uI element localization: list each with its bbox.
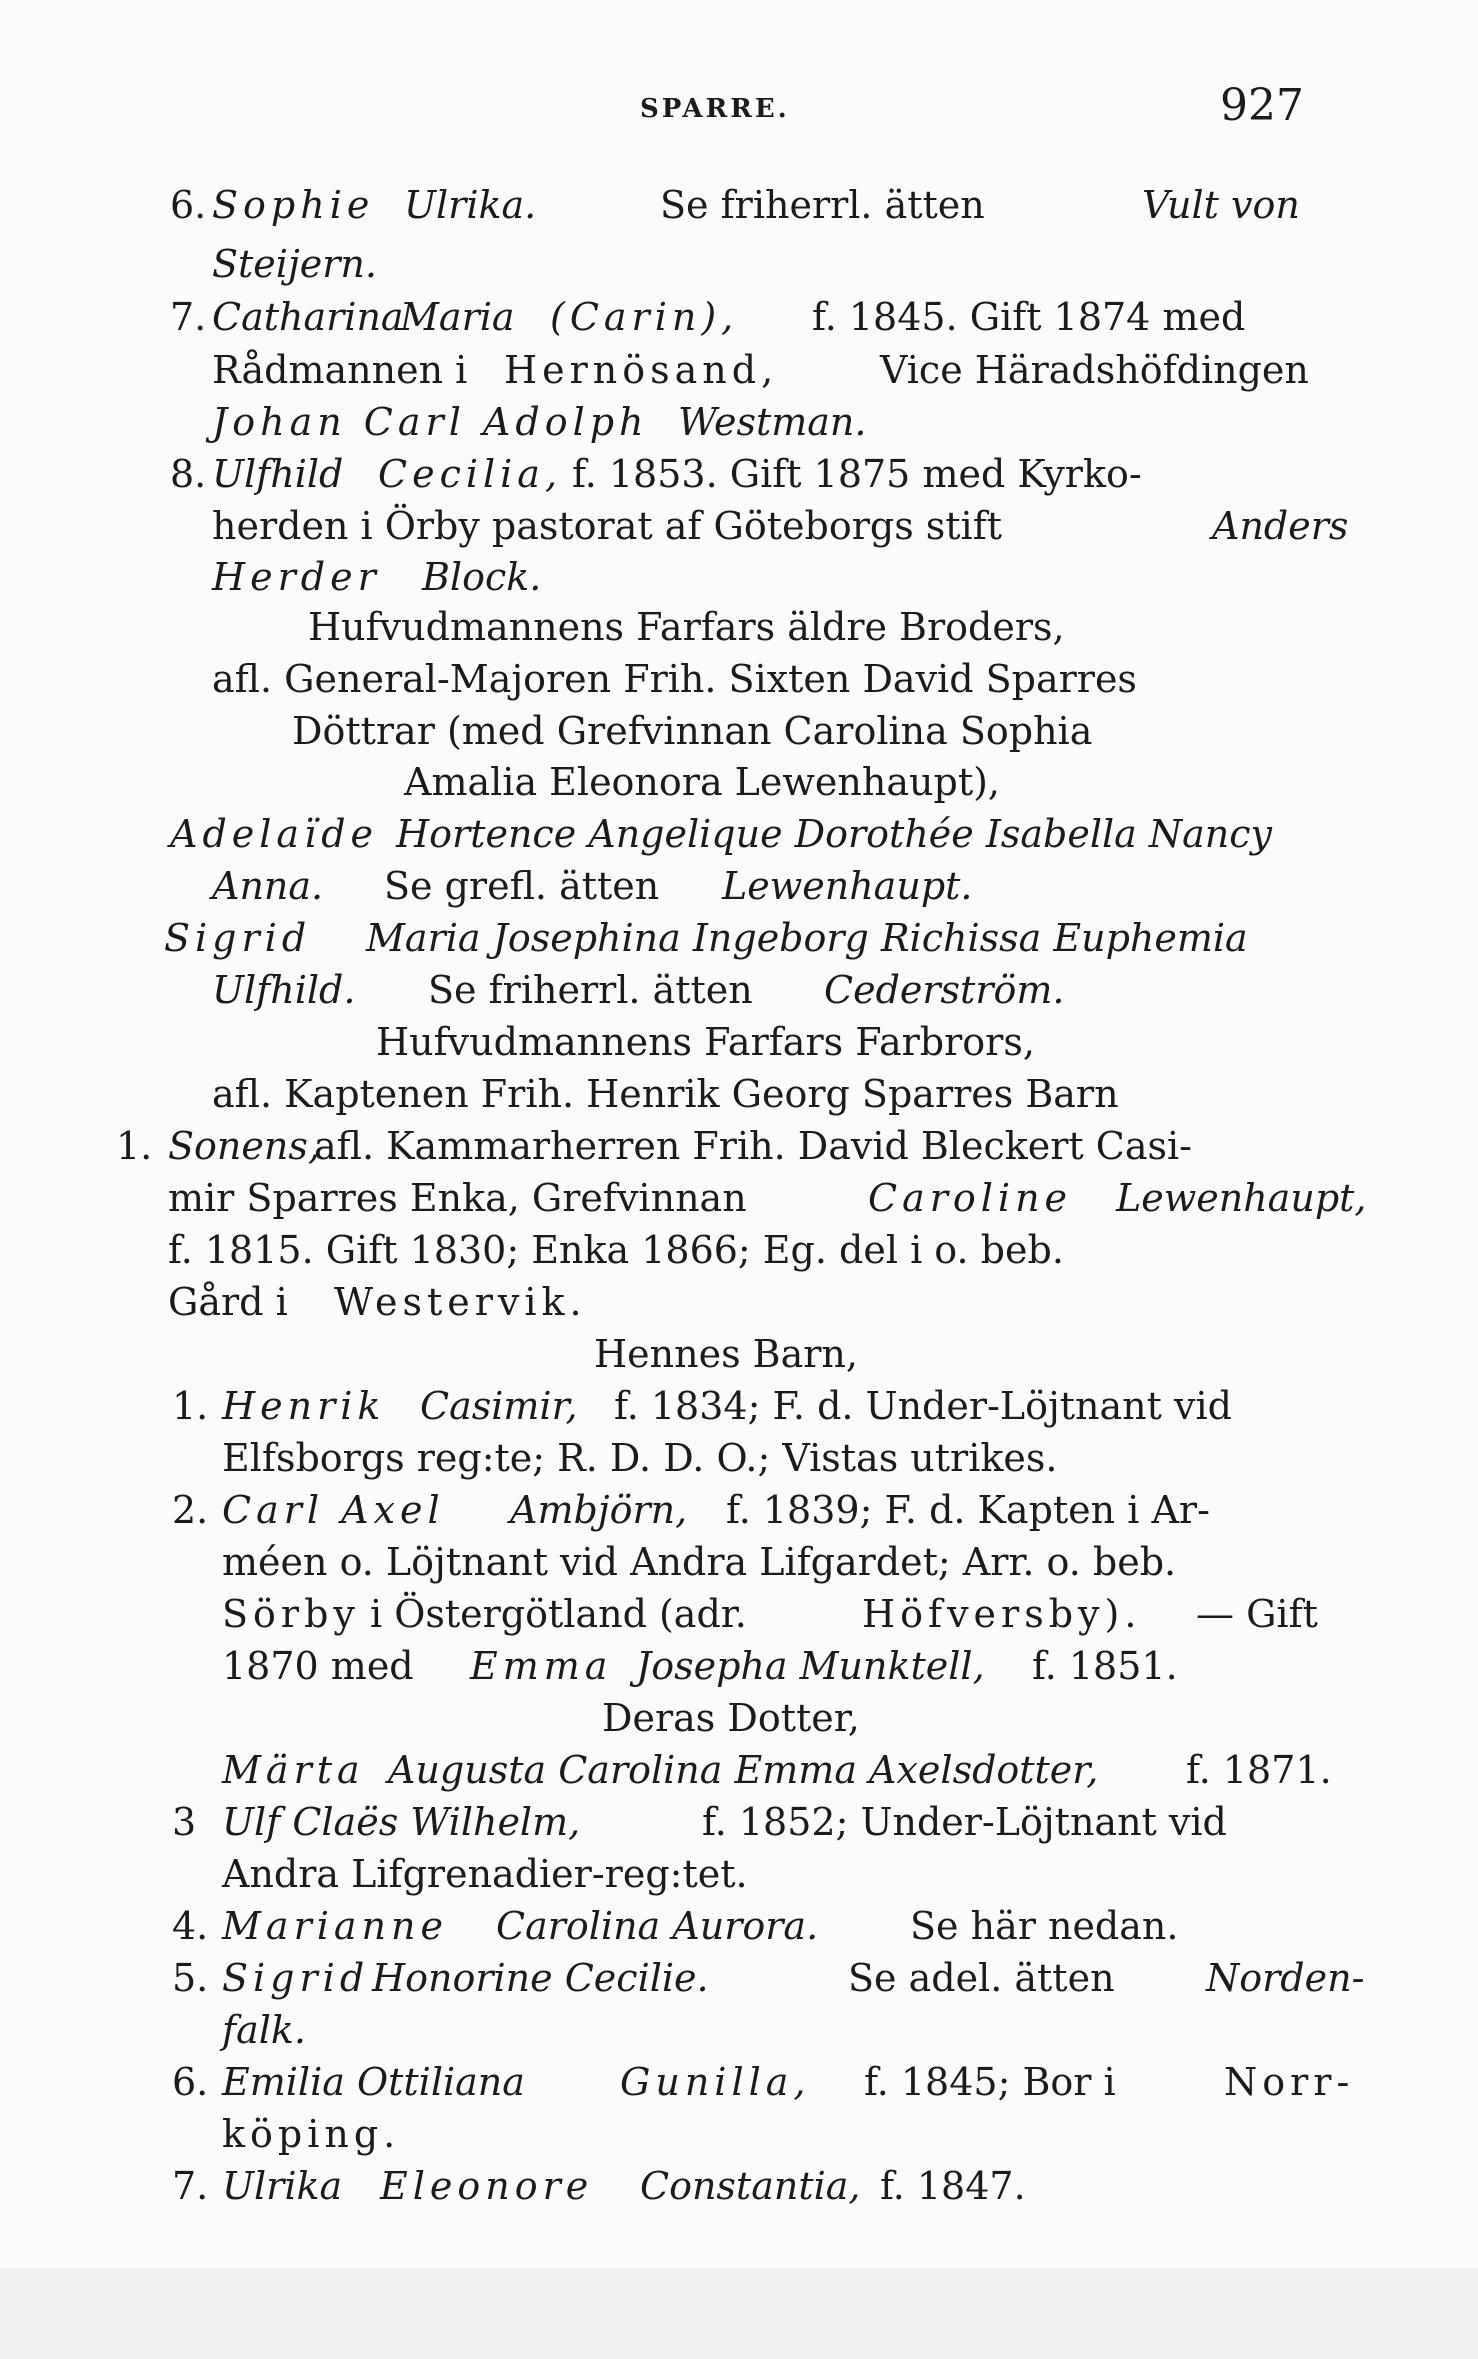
text-line — [0, 2110, 1478, 2158]
person-name: Ulrika — [222, 2164, 343, 2208]
text-span: f. 1851. — [1032, 1644, 1178, 1688]
place-name: köping. — [222, 2112, 401, 2156]
text-line — [0, 553, 1478, 601]
text-span: Cederström. — [824, 968, 1065, 1012]
text-line — [0, 2006, 1478, 2054]
text-line — [0, 2162, 1478, 2210]
text-line — [0, 1226, 1478, 1274]
text-span: afl. General-Majoren Frih. Sixten David Sparres — [212, 657, 1137, 701]
person-name: Gunilla, — [620, 2060, 811, 2104]
text-span: — Gift — [1196, 1592, 1318, 1636]
entry-number: 4. — [172, 1904, 209, 1948]
text-line — [0, 1694, 1478, 1742]
person-name: Catharina — [212, 295, 404, 339]
person-name: Carl Axel — [222, 1488, 445, 1532]
text-line — [0, 1278, 1478, 1326]
text-line — [0, 1746, 1478, 1794]
text-line — [0, 1174, 1478, 1222]
text-line — [0, 1954, 1478, 2002]
place-name: Sörby — [222, 1592, 360, 1636]
text-span: Amalia Eleonora Lewenhaupt), — [404, 760, 1000, 804]
text-span: falk. — [222, 2008, 306, 2052]
text-span: f. 1871. — [1186, 1748, 1332, 1792]
text-line — [0, 914, 1478, 962]
person-name: Sigrid — [164, 916, 312, 960]
person-name: Honorine Cecilie. — [372, 1956, 709, 2000]
person-name: (Carin), — [550, 295, 739, 339]
person-name: Märta — [222, 1748, 365, 1792]
person-name: Maria Josephina Ingeborg Richissa Euphemia — [366, 916, 1248, 960]
person-name: Hortence Angelique Dorothée Isabella Nancy — [396, 812, 1273, 856]
entry-number: 5. — [172, 1956, 209, 2000]
person-name: Lewenhaupt, — [1116, 1176, 1367, 1220]
text-span: Steijern. — [212, 242, 377, 286]
text-line — [0, 862, 1478, 910]
text-line — [0, 398, 1478, 446]
entry-number: 1. — [172, 1384, 209, 1428]
person-name: Ulfhild — [212, 452, 344, 496]
text-line — [0, 1382, 1478, 1430]
text-span: Se här nedan. — [910, 1904, 1179, 1948]
text-span: Vult von — [1142, 183, 1300, 227]
text-span: f. 1839; F. d. Kapten i Ar- — [726, 1488, 1210, 1532]
text-span: f. 1845. Gift 1874 med — [812, 295, 1246, 339]
entry-number: 7. — [172, 2164, 209, 2208]
entry-number: 2. — [172, 1488, 209, 1532]
text-span: Vice Häradshöfdingen — [880, 348, 1309, 392]
text-line — [0, 758, 1478, 806]
running-head: SPARRE. — [640, 94, 790, 124]
text-span: f. 1852; Under-Löjtnant vid — [702, 1800, 1227, 1844]
person-name: Caroline — [868, 1176, 1073, 1220]
entry-number: 6. — [172, 2060, 209, 2104]
text-line — [0, 2058, 1478, 2106]
text-line — [0, 240, 1478, 288]
text-span: f. 1815. Gift 1830; Enka 1866; Eg. del i o. beb. — [168, 1228, 1064, 1272]
text-span: afl. Kammarherren Frih. David Bleckert Casi- — [314, 1124, 1192, 1168]
text-line — [0, 707, 1478, 755]
text-line — [0, 502, 1478, 550]
person-name: Carolina Aurora. — [496, 1904, 819, 1948]
text-span: Gård i — [168, 1280, 288, 1324]
text-span: Elfsborgs reg:te; R. D. D. O.; Vistas utrikes. — [222, 1436, 1058, 1480]
entry-number: 8. — [170, 452, 207, 496]
person-name: Maria — [400, 295, 515, 339]
text-span: mir Sparres Enka, Grefvinnan — [168, 1176, 747, 1220]
person-name: Emilia Ottiliana — [222, 2060, 525, 2104]
text-span: afl. Kaptenen Frih. Henrik Georg Sparres Barn — [212, 1072, 1119, 1116]
place-name: Westervik. — [334, 1280, 587, 1324]
text-line — [0, 293, 1478, 341]
text-span: Se friherrl. ätten — [428, 968, 753, 1012]
text-line — [0, 1070, 1478, 1118]
person-name: Johan Carl Adolph — [212, 400, 649, 444]
person-name: Henrik — [222, 1384, 386, 1428]
place-name: Norr- — [1224, 2060, 1355, 2104]
text-line — [0, 1538, 1478, 1586]
text-span: Sonens, — [168, 1124, 320, 1168]
text-line — [0, 1902, 1478, 1950]
text-span: Norden- — [1206, 1956, 1365, 2000]
text-span: méen o. Löjtnant vid Andra Lifgardet; Arr. o. beb. — [222, 1540, 1177, 1584]
page-number: 927 — [1220, 80, 1304, 131]
section-heading: Deras Dotter, — [602, 1696, 860, 1740]
text-line — [0, 1434, 1478, 1482]
place-name: Höfversby). — [862, 1592, 1142, 1636]
person-name: Adelaïde — [170, 812, 379, 856]
person-name: Ulrika. — [404, 183, 537, 227]
text-line — [0, 346, 1478, 394]
text-span: i Östergötland (adr. — [370, 1592, 747, 1636]
entry-number: 1. — [116, 1124, 153, 1168]
text-line — [0, 1590, 1478, 1638]
person-name: Ulfhild. — [212, 968, 356, 1012]
person-name: Cecilia, — [378, 452, 563, 496]
person-name: Augusta Carolina Emma Axelsdotter, — [388, 1748, 1099, 1792]
text-span: Se friherrl. ätten — [660, 183, 985, 227]
person-name: Constantia, — [640, 2164, 861, 2208]
text-line — [0, 450, 1478, 498]
person-name: Sigrid — [222, 1956, 370, 2000]
text-span: Rådmannen i — [212, 348, 468, 392]
text-line — [0, 1850, 1478, 1898]
text-line — [0, 966, 1478, 1014]
text-line — [0, 810, 1478, 858]
person-name: Anders — [1212, 504, 1349, 548]
entry-number: 6. — [170, 183, 207, 227]
text-line — [0, 181, 1478, 229]
person-name: Westman. — [678, 400, 867, 444]
section-heading: Hufvudmannens Farfars Farbrors, — [376, 1020, 1035, 1064]
person-name: Casimir, — [420, 1384, 578, 1428]
text-span: Se grefl. ätten — [384, 864, 660, 908]
text-line — [0, 1122, 1478, 1170]
text-line — [0, 1642, 1478, 1690]
text-line — [0, 1330, 1478, 1378]
text-line — [0, 1486, 1478, 1534]
text-span: f. 1847. — [880, 2164, 1026, 2208]
section-heading: Hufvudmannens Farfars äldre Broders, — [308, 605, 1065, 649]
person-name: Eleonore — [380, 2164, 594, 2208]
person-name: Block. — [422, 555, 542, 599]
text-span: Döttrar (med Grefvinnan Carolina Sophia — [292, 709, 1093, 753]
text-span: 1870 med — [222, 1644, 414, 1688]
text-span: herden i Örby pastorat af Göteborgs stift — [212, 504, 1003, 548]
person-name: Herder — [212, 555, 381, 599]
text-line — [0, 1018, 1478, 1066]
person-name: Ulf Claës Wilhelm, — [222, 1800, 581, 1844]
person-name: Marianne — [222, 1904, 448, 1948]
place-name: Hernösand, — [504, 348, 779, 392]
text-line — [0, 1798, 1478, 1846]
section-heading: Hennes Barn, — [594, 1332, 858, 1376]
text-span: f. 1853. Gift 1875 med Kyrko- — [572, 452, 1142, 496]
text-span: f. 1845; Bor i — [864, 2060, 1116, 2104]
person-name: Anna. — [212, 864, 324, 908]
text-line — [0, 603, 1478, 651]
person-name: Emma — [470, 1644, 613, 1688]
text-span: Se adel. ätten — [848, 1956, 1115, 2000]
text-span: f. 1834; F. d. Under-Löjtnant vid — [614, 1384, 1232, 1428]
entry-number: 3 — [172, 1800, 197, 1844]
entry-number: 7. — [170, 295, 207, 339]
text-span: Lewenhaupt. — [722, 864, 973, 908]
person-name: Sophie — [212, 183, 375, 227]
person-name: Josepha Munktell, — [636, 1644, 985, 1688]
person-name: Ambjörn, — [510, 1488, 688, 1532]
text-span: Andra Lifgrenadier-reg:tet. — [222, 1852, 748, 1896]
text-line — [0, 655, 1478, 703]
